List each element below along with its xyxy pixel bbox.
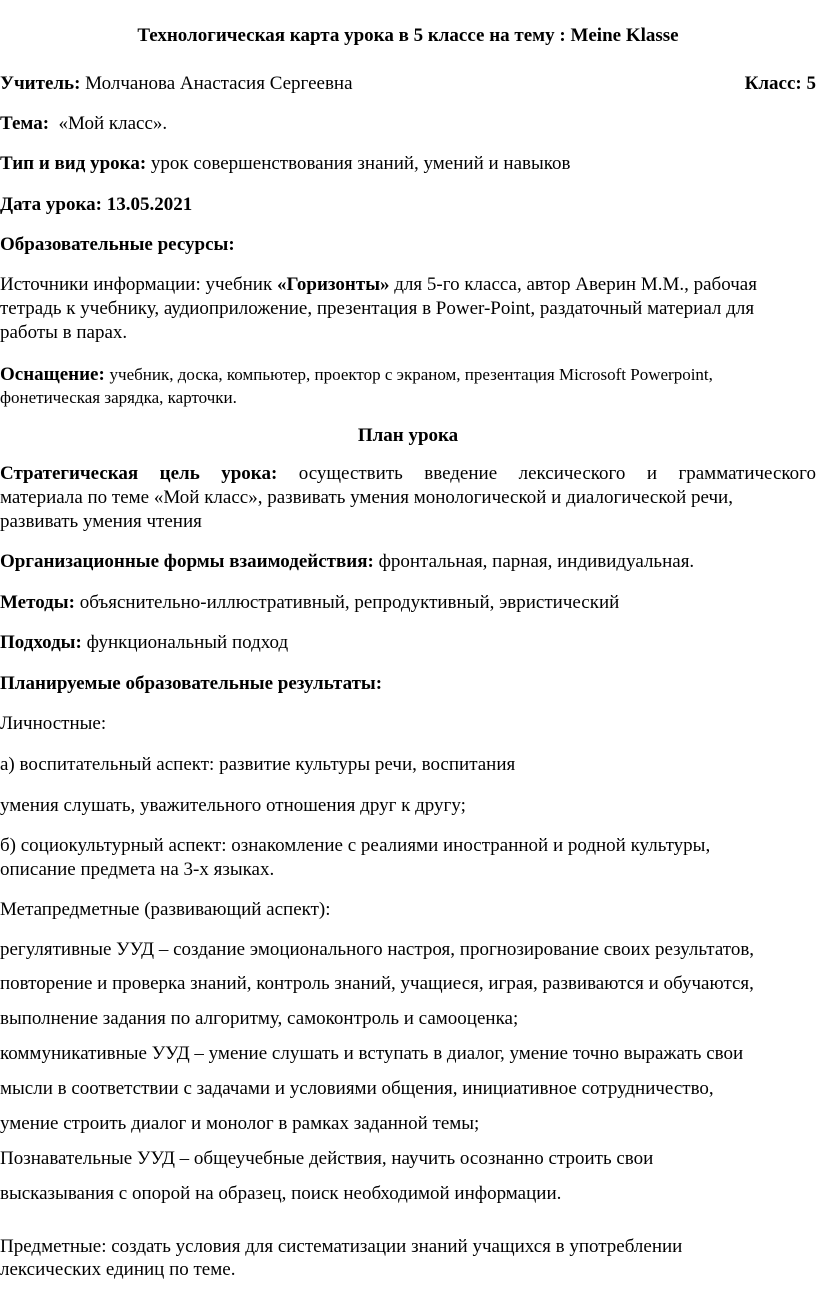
lesson-type-value: урок совершенствования знаний, умений и навыков: [150, 153, 571, 174]
communicative-line-1: коммуникативные УУД – умение слушать и вступать в диалог, умение точно выражать свои: [0, 1043, 744, 1064]
methods-value: объяснительно-иллюстративный, репродуктивный, эвристический: [79, 592, 620, 613]
methods-line: [0, 592, 619, 614]
equipment-text: учебник, доска, компьютер, проектор с экраном, презентация Microsoft Powerpoint,: [109, 365, 713, 384]
approaches-label: Подходы:: [0, 632, 82, 653]
regulatory-line-1: регулятивные УУД – создание эмоционального настроя, прогнозирование своих результатов,: [0, 939, 755, 960]
approaches-line: [0, 632, 288, 654]
sources-line-2: тетрадь к учебнику, аудиоприложение, презентация в Power-Point, раздаточный материал для: [0, 298, 755, 319]
meta-heading: Метапредметные (развивающий аспект):: [0, 899, 331, 920]
sources-text-c: для 5-го класса, автор Аверин М.М., рабочая: [389, 274, 757, 295]
resources-heading: Образовательные ресурсы:: [0, 234, 235, 255]
equipment-line-2: фонетическая зарядка, карточки.: [0, 388, 237, 407]
sources-line-3: работы в парах.: [0, 322, 128, 343]
lesson-type-line: [0, 153, 570, 175]
teacher-label: Учитель:: [0, 73, 81, 94]
lesson-type-label: Тип и вид урока:: [0, 153, 147, 174]
equipment-line-1: [0, 364, 713, 386]
methods-label: Методы:: [0, 592, 75, 613]
subject-line-1: Предметные: создать условия для систематизации знаний учащихся в употреблении: [0, 1236, 683, 1257]
goal-line-1: [0, 463, 816, 485]
regulatory-line-3: выполнение задания по алгоритму, самоконтроль и самооценка;: [0, 1008, 519, 1029]
document-title: Технологическая карта урока в 5 классе на тему : Meine Klasse: [137, 25, 679, 46]
class-label: Класс: 5: [744, 73, 816, 94]
equipment-label: Оснащение:: [0, 364, 105, 385]
topic-line: [0, 113, 167, 135]
personal-a-cont: умения слушать, уважительного отношения друг к другу;: [0, 795, 466, 816]
results-heading: Планируемые образовательные результаты:: [0, 673, 383, 694]
lesson-date: Дата урока: 13.05.2021: [0, 194, 193, 215]
approaches-value: функциональный подход: [86, 632, 289, 653]
forms-line: [0, 551, 694, 573]
topic-label: Тема:: [0, 113, 50, 134]
communicative-line-3: умение строить диалог и монолог в рамках заданной темы;: [0, 1113, 480, 1134]
goal-label: Стратегическая цель урока:: [0, 463, 278, 484]
sources-line-1: [0, 274, 757, 296]
plan-heading: План урока: [357, 425, 459, 446]
forms-value: фронтальная, парная, индивидуальная.: [378, 551, 695, 572]
cognitive-line-1: Познавательные УУД – общеучебные действия, научить осознанно строить свои: [0, 1148, 654, 1169]
personal-b: б) социокультурный аспект: ознакомление с реалиями иностранной и родной культуры,: [0, 835, 711, 856]
communicative-line-2: мысли в соответствии с задачами и условиями общения, инициативное сотрудничество,: [0, 1078, 714, 1099]
goal-line-2: материала по теме «Мой класс», развивать умения монологической и диалогической речи,: [0, 487, 733, 508]
textbook-name: «Горизонты»: [276, 274, 390, 295]
personal-b-cont: описание предмета на 3-х языках.: [0, 859, 275, 880]
forms-label: Организационные формы взаимодействия:: [0, 551, 374, 572]
topic-value: «Мой класс».: [58, 113, 168, 134]
cognitive-line-2: высказывания с опорой на образец, поиск необходимой информации.: [0, 1183, 562, 1204]
regulatory-line-2: повторение и проверка знаний, контроль знаний, учащиеся, играя, развиваются и обучаются,: [0, 973, 754, 994]
teacher-line: [0, 73, 353, 95]
goal-text-1: осуществить введение лексического и грамматического: [298, 463, 816, 484]
personal-heading: Личностные:: [0, 713, 107, 734]
teacher-name: Молчанова Анастасия Сергеевна: [85, 73, 353, 94]
sources-text-a: Источники информации: учебник: [0, 274, 277, 295]
subject-line-2: лексических единиц по теме.: [0, 1259, 236, 1280]
personal-a: а) воспитательный аспект: развитие культуры речи, воспитания: [0, 754, 516, 775]
goal-line-3: развивать умения чтения: [0, 511, 202, 532]
